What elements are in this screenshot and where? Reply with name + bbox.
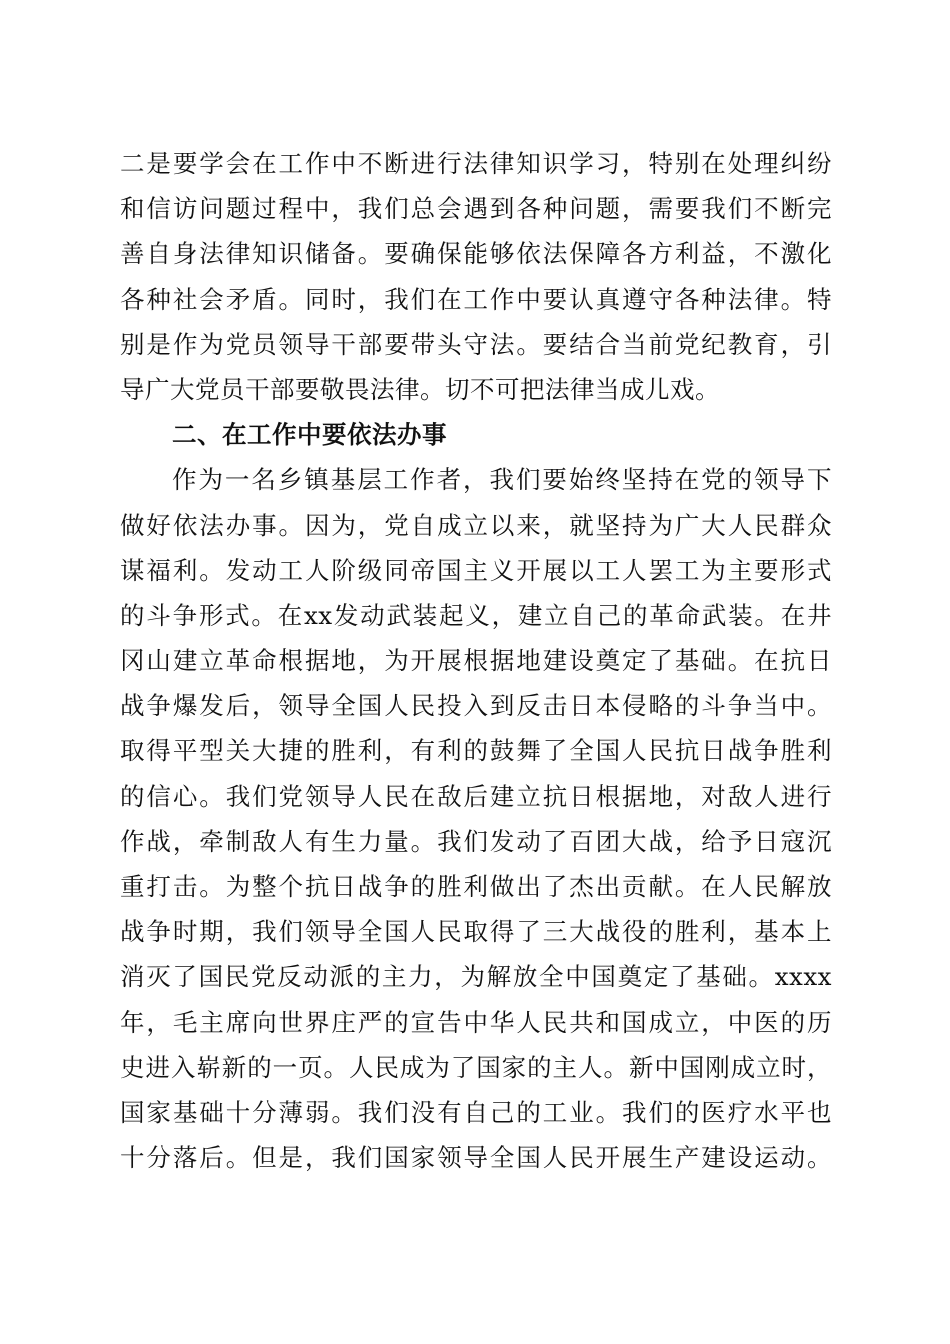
paragraph-line: 国家基础十分薄弱。我们没有自己的工业。我们的医疗水平也 — [120, 1097, 832, 1127]
paragraph-line: 年，毛主席向世界庄严的宣告中华人民共和国成立，中医的历 — [120, 1007, 832, 1037]
paragraph-line: 别是作为党员领导干部要带头守法。要结合当前党纪教育，引 — [120, 329, 832, 359]
paragraph-line: 的信心。我们党领导人民在敌后建立抗日根据地，对敌人进行 — [120, 781, 832, 811]
document-body — [120, 141, 832, 1180]
paragraph-line: 谋福利。发动工人阶级同帝国主义开展以工人罢工为主要形式 — [120, 555, 832, 585]
paragraph-line: 各种社会矛盾。同时，我们在工作中要认真遵守各种法律。特 — [120, 284, 832, 314]
paragraph-line: 十分落后。但是，我们国家领导全国人民开展生产建设运动。 — [120, 1143, 832, 1173]
paragraph-line: 战争时期，我们领导全国人民取得了三大战役的胜利，基本上 — [120, 917, 832, 947]
paragraph-line: 导广大党员干部要敬畏法律。切不可把法律当成儿戏。 — [120, 374, 720, 404]
paragraph-1 — [120, 141, 832, 412]
paragraph-2 — [120, 457, 832, 1180]
paragraph-line: 取得平型关大捷的胜利，有利的鼓舞了全国人民抗日战争胜利 — [120, 736, 832, 766]
paragraph-line: 冈山建立革命根据地，为开展根据地建设奠定了基础。在抗日 — [120, 646, 832, 676]
paragraph-line: 重打击。为整个抗日战争的胜利做出了杰出贡献。在人民解放 — [120, 872, 832, 901]
paragraph-line: 史进入崭新的一页。人民成为了国家的主人。新中国刚成立时， — [120, 1052, 832, 1082]
paragraph-line: 战争爆发后，领导全国人民投入到反击日本侵略的斗争当中。 — [120, 691, 832, 721]
paragraph-line: 二是要学会在工作中不断进行法律知识学习，特别在处理纠纷 — [120, 149, 832, 178]
paragraph-line: 作为一名乡镇基层工作者，我们要始终坚持在党的领导下 — [172, 465, 832, 495]
paragraph-line: 善自身法律知识储备。要确保能够依法保障各方利益，不激化 — [120, 239, 832, 269]
paragraph-line: 和信访问题过程中，我们总会遇到各种问题，需要我们不断完 — [120, 194, 832, 224]
paragraph-line: 作战，牵制敌人有生力量。我们发动了百团大战，给予日寇沉 — [120, 826, 832, 856]
paragraph-line: 消灭了国民党反动派的主力，为解放全中国奠定了基础。xxxx — [120, 962, 832, 992]
section-heading: 二、在工作中要依法办事 — [172, 420, 447, 450]
paragraph-line: 的斗争形式。在xx发动武装起义，建立自己的革命武装。在井 — [120, 600, 832, 630]
paragraph-line: 做好依法办事。因为，党自成立以来，就坚持为广大人民群众 — [120, 510, 832, 540]
